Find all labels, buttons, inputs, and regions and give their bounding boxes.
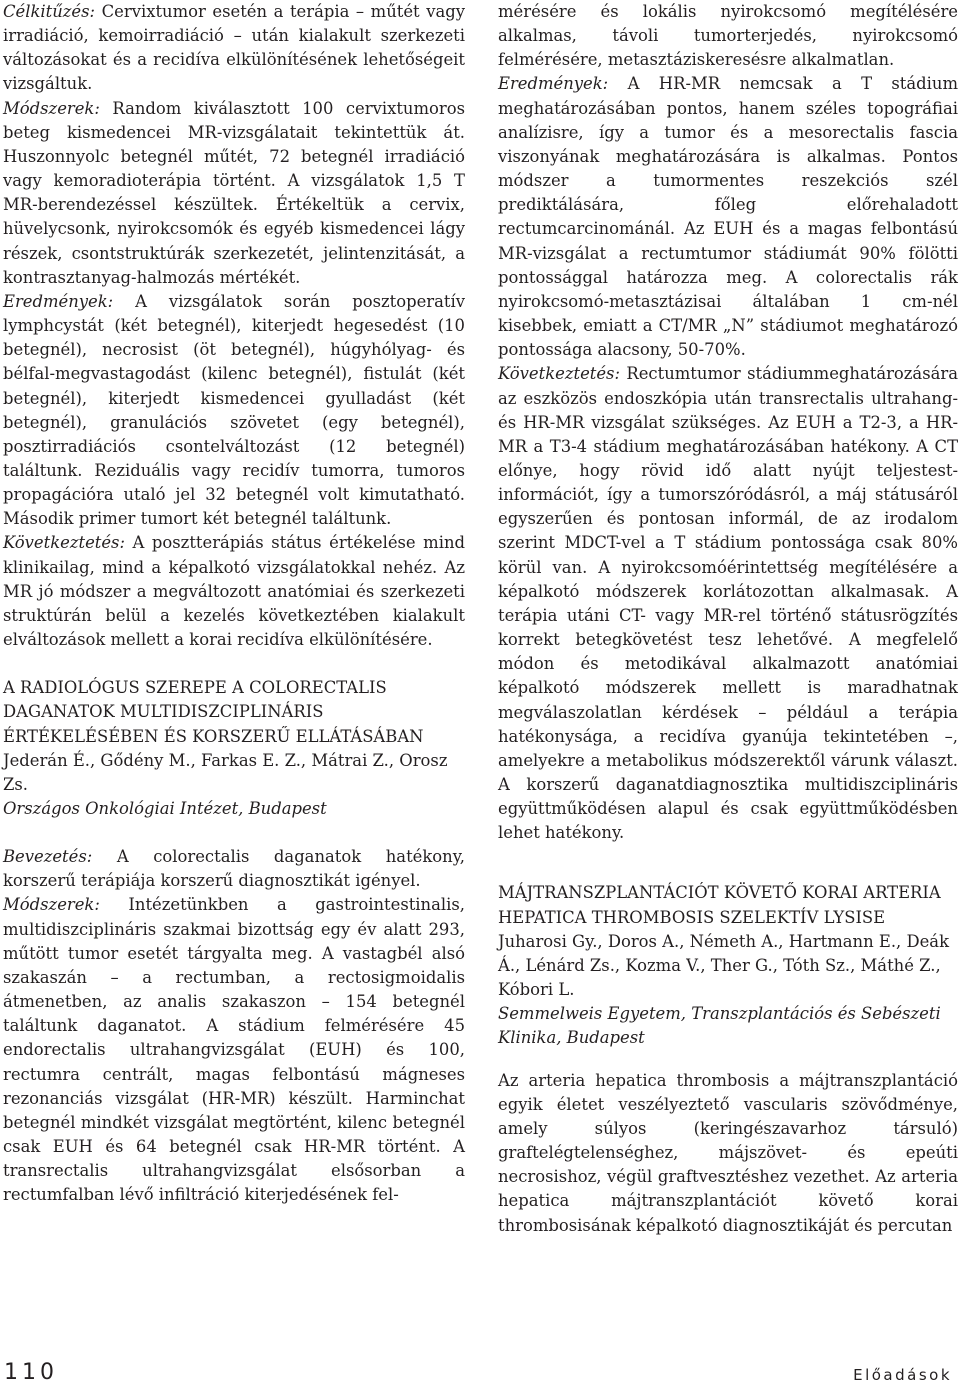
section-name: Előadások — [853, 1366, 952, 1384]
abstract2-conclusion — [498, 362, 958, 845]
methods-text: Random kiválasztott 100 cervixtumoros beteg kismedencei MR-vizsgálatait tekintettük át. Huszonnyolc betegnél műtét, 72 betegnél irradiáció vagy kemoradioterápia történt. A vizsgálatok 1,5 T MR-berendezéssel készültek. Értékeltük a cervix, hüvelycsonk, nyirokcsomók és egyéb kismedencei lágy részek, csontstruktúrák szerkezetét, jelintenzitását, a kontrasztanyag-halmozás mértékét. — [3, 98, 465, 287]
abstract3-institution: Semmelweis Egyetem, Transzplantációs és Sebészeti Klinika, Budapest — [498, 1004, 941, 1048]
right-column — [498, 0, 958, 1238]
abstract3-body: Az arteria hepatica thrombosis a májtranszplantáció egyik életet veszélyeztető vascularis szövődménye, amely súlyos (keringészavarhoz társuló) graftelégtelenséghez, májszövet- és epeúti necrosishoz, végül graftvesztéshez vezethet. Az arteria hepatica májtranszplantációt követő korai thrombosisának képalkotó diagnosztikáját és percutan — [498, 1070, 958, 1235]
left-column — [3, 0, 465, 1208]
intro-label: Bevezetés: — [3, 847, 93, 867]
abstract1-conclusion — [3, 531, 465, 652]
abstract3-title: MÁJTRANSZPLANTÁCIÓT KÖVETŐ KORAI ARTERIA HEPATICA THROMBOSIS SZELEKTÍV LYSISE — [498, 883, 941, 927]
methods-text: Intézetünkben a gastrointestinalis, multidiszciplináris szakmai bizottság egy év alatt 293, műtött tumor esetét tárgyalta meg. A vastagbél alsó szakaszán – a rectumban, a rectosigmoidalis átmenetben, az analis szakaszon – 154 betegnél találtunk daganatot. A stádium felmérésére 45 endorectalis ultrahangvizsgálat (EUH) és 100, rectumra centrált, magas felbontású mágneses rezonanciás vizsgálat (HR-MR) készült. Harminchat betegnél mindkét vizsgálat megtörtént, kilenc betegnél csak EUH és 64 betegnél csak HR-MR történt. A transrectalis ultrahangvizsgálat elsősorban a rectumfalban lévő infiltráció kiterjedésének fel- — [3, 895, 465, 1205]
results-text: A vizsgálatok során posztoperatív lymphcystát (két betegnél), kiterjedt hegesedést (10 betegnél), necrosist (öt betegnél), húgyhólyag- és bélfal-megvastagodást (kilenc betegnél), fistulát (két betegnél), kiterjedt kismedencei gyulladást (két betegnél), granulációs szövetet (egy betegnél), posztirradiációs csontelváltozást (12 betegnél) találtunk. Reziduális vagy recidív tumorra, tumoros propagációra utaló jel 32 betegnél volt kimutatható. Második primer tumort két betegnél találtunk. — [3, 291, 465, 529]
abstract2-institution: Országos Onkológiai Intézet, Budapest — [3, 799, 327, 818]
aims-label: Célkitűzés: — [3, 2, 96, 21]
abstract1-results — [3, 290, 465, 532]
abstract2-continuation: mérésére és lokális nyirokcsomó megítélésére alkalmas, távoli tumorterjedés, nyirokcsomó felmérésére, metasztáziskeresésre alkalmatlan. — [498, 2, 958, 70]
abstract2-intro — [3, 845, 465, 893]
abstract1-methods — [3, 97, 465, 290]
intro-text: A colorectalis daganatok hatékony, korszerű terápiája korszerű diagnosztikát igényel. — [3, 847, 465, 891]
abstract1-aims — [3, 0, 465, 97]
conclusion-text: A posztterápiás státus értékelése mind klinikailag, mind a képalkotó vizsgálatokkal nehéz. Az MR jó módszer a megváltozott anatómiai és szerkezeti struktúrán belül a kezelés következtében kialakult elváltozások mellett a korai recidíva elkülönítésére. — [3, 533, 465, 650]
abstract3-authors: Juharosi Gy., Doros A., Németh A., Hartmann E., Deák Á., Lénárd Zs., Kozma V., Ther G., Tóth Sz., Máthé Z., Kóbori L. — [498, 931, 949, 1000]
abstract2-title: A RADIOLÓGUS SZEREPE A COLORECTALIS DAGANATOK MULTIDISZCIPLINÁRIS ÉRTÉKELÉSÉBEN ÉS KORSZERŰ ELLÁTÁSÁBAN — [3, 678, 424, 746]
methods-label: Módszerek: — [3, 895, 100, 915]
conclusion-label: Következtetés: — [3, 533, 125, 553]
methods-label: Módszerek: — [3, 98, 100, 118]
abstract2-methods — [3, 893, 465, 1207]
abstract2-authors: Jederán É., Gődény M., Farkas E. Z., Mátrai Z., Orosz Zs. — [3, 750, 448, 794]
conclusion-text: Rectumtumor stádiummeghatározására az eszközös endoszkópia után transrectalis ultrahang- és HR-MR vizsgálat szükséges. Az EUH a T2-3, a HR-MR a T3-4 stádium meghatározásában hatékony. A CT előnye, hogy rövid idő alatt nyújt teljestest-információt, így a tumorszóródásról, a máj státusáról egyszerűen és pontosan informál, de az irodalom szerint MDCT-vel a T stádium pontossága csak 80% körül van. A nyirokcsomóérintettség megítélésére a képalkotó módszerek korlátozottan alkalmasak. A terápia utáni CT- vagy MR-rel történő státusrögzítés korrekt betegkövetést tesz lehetővé. A megfelelő módon és metodikával alkalmazott anatómiai képalkotó módszerek mellett is maradhatnak megválaszolatlan kérdések – például a terápia hatékonysága, a recidíva gyanúja tekintetében –, amelyekre a metabolikus módszerektől várunk választ. A korszerű daganatdiagnosztika multidiszciplináris együttműködésen alapul és csak együttműködésben lehet hatékony. — [498, 364, 958, 843]
page-number: 110 — [4, 1360, 58, 1385]
results-label: Eredmények: — [498, 74, 609, 94]
results-label: Eredmények: — [3, 291, 114, 311]
aims-text: Cervixtumor esetén a terápia – műtét vagy irradiáció, kemoirradiáció – után kialakult szerkezeti változásokat és a recidíva elkülönítésének lehetőségeit vizsgáltuk. — [3, 2, 465, 94]
abstract2-results — [498, 72, 958, 362]
conclusion-label: Következtetés: — [498, 364, 620, 384]
results-text: A HR-MR nemcsak a T stádium meghatározásában pontos, hanem széles topográfiai analízisre, így a tumor és a mesorectalis fascia viszonyának meghatározására is alkalmas. Pontos módszer a tumormentes reszekciós szél prediktálására, főleg előrehaladott rectumcarcinománál. Az EUH és a magas felbontású MR-vizsgálat a rectumtumor stádiumát 90% fölötti pontossággal határozza meg. A colorectalis rák nyirokcsomó-metasztázisai általában 1 cm-nél kisebbek, emiatt a CT/MR „N” stádiumot meghatározó pontossága alacsony, 50-70%. — [498, 74, 958, 360]
